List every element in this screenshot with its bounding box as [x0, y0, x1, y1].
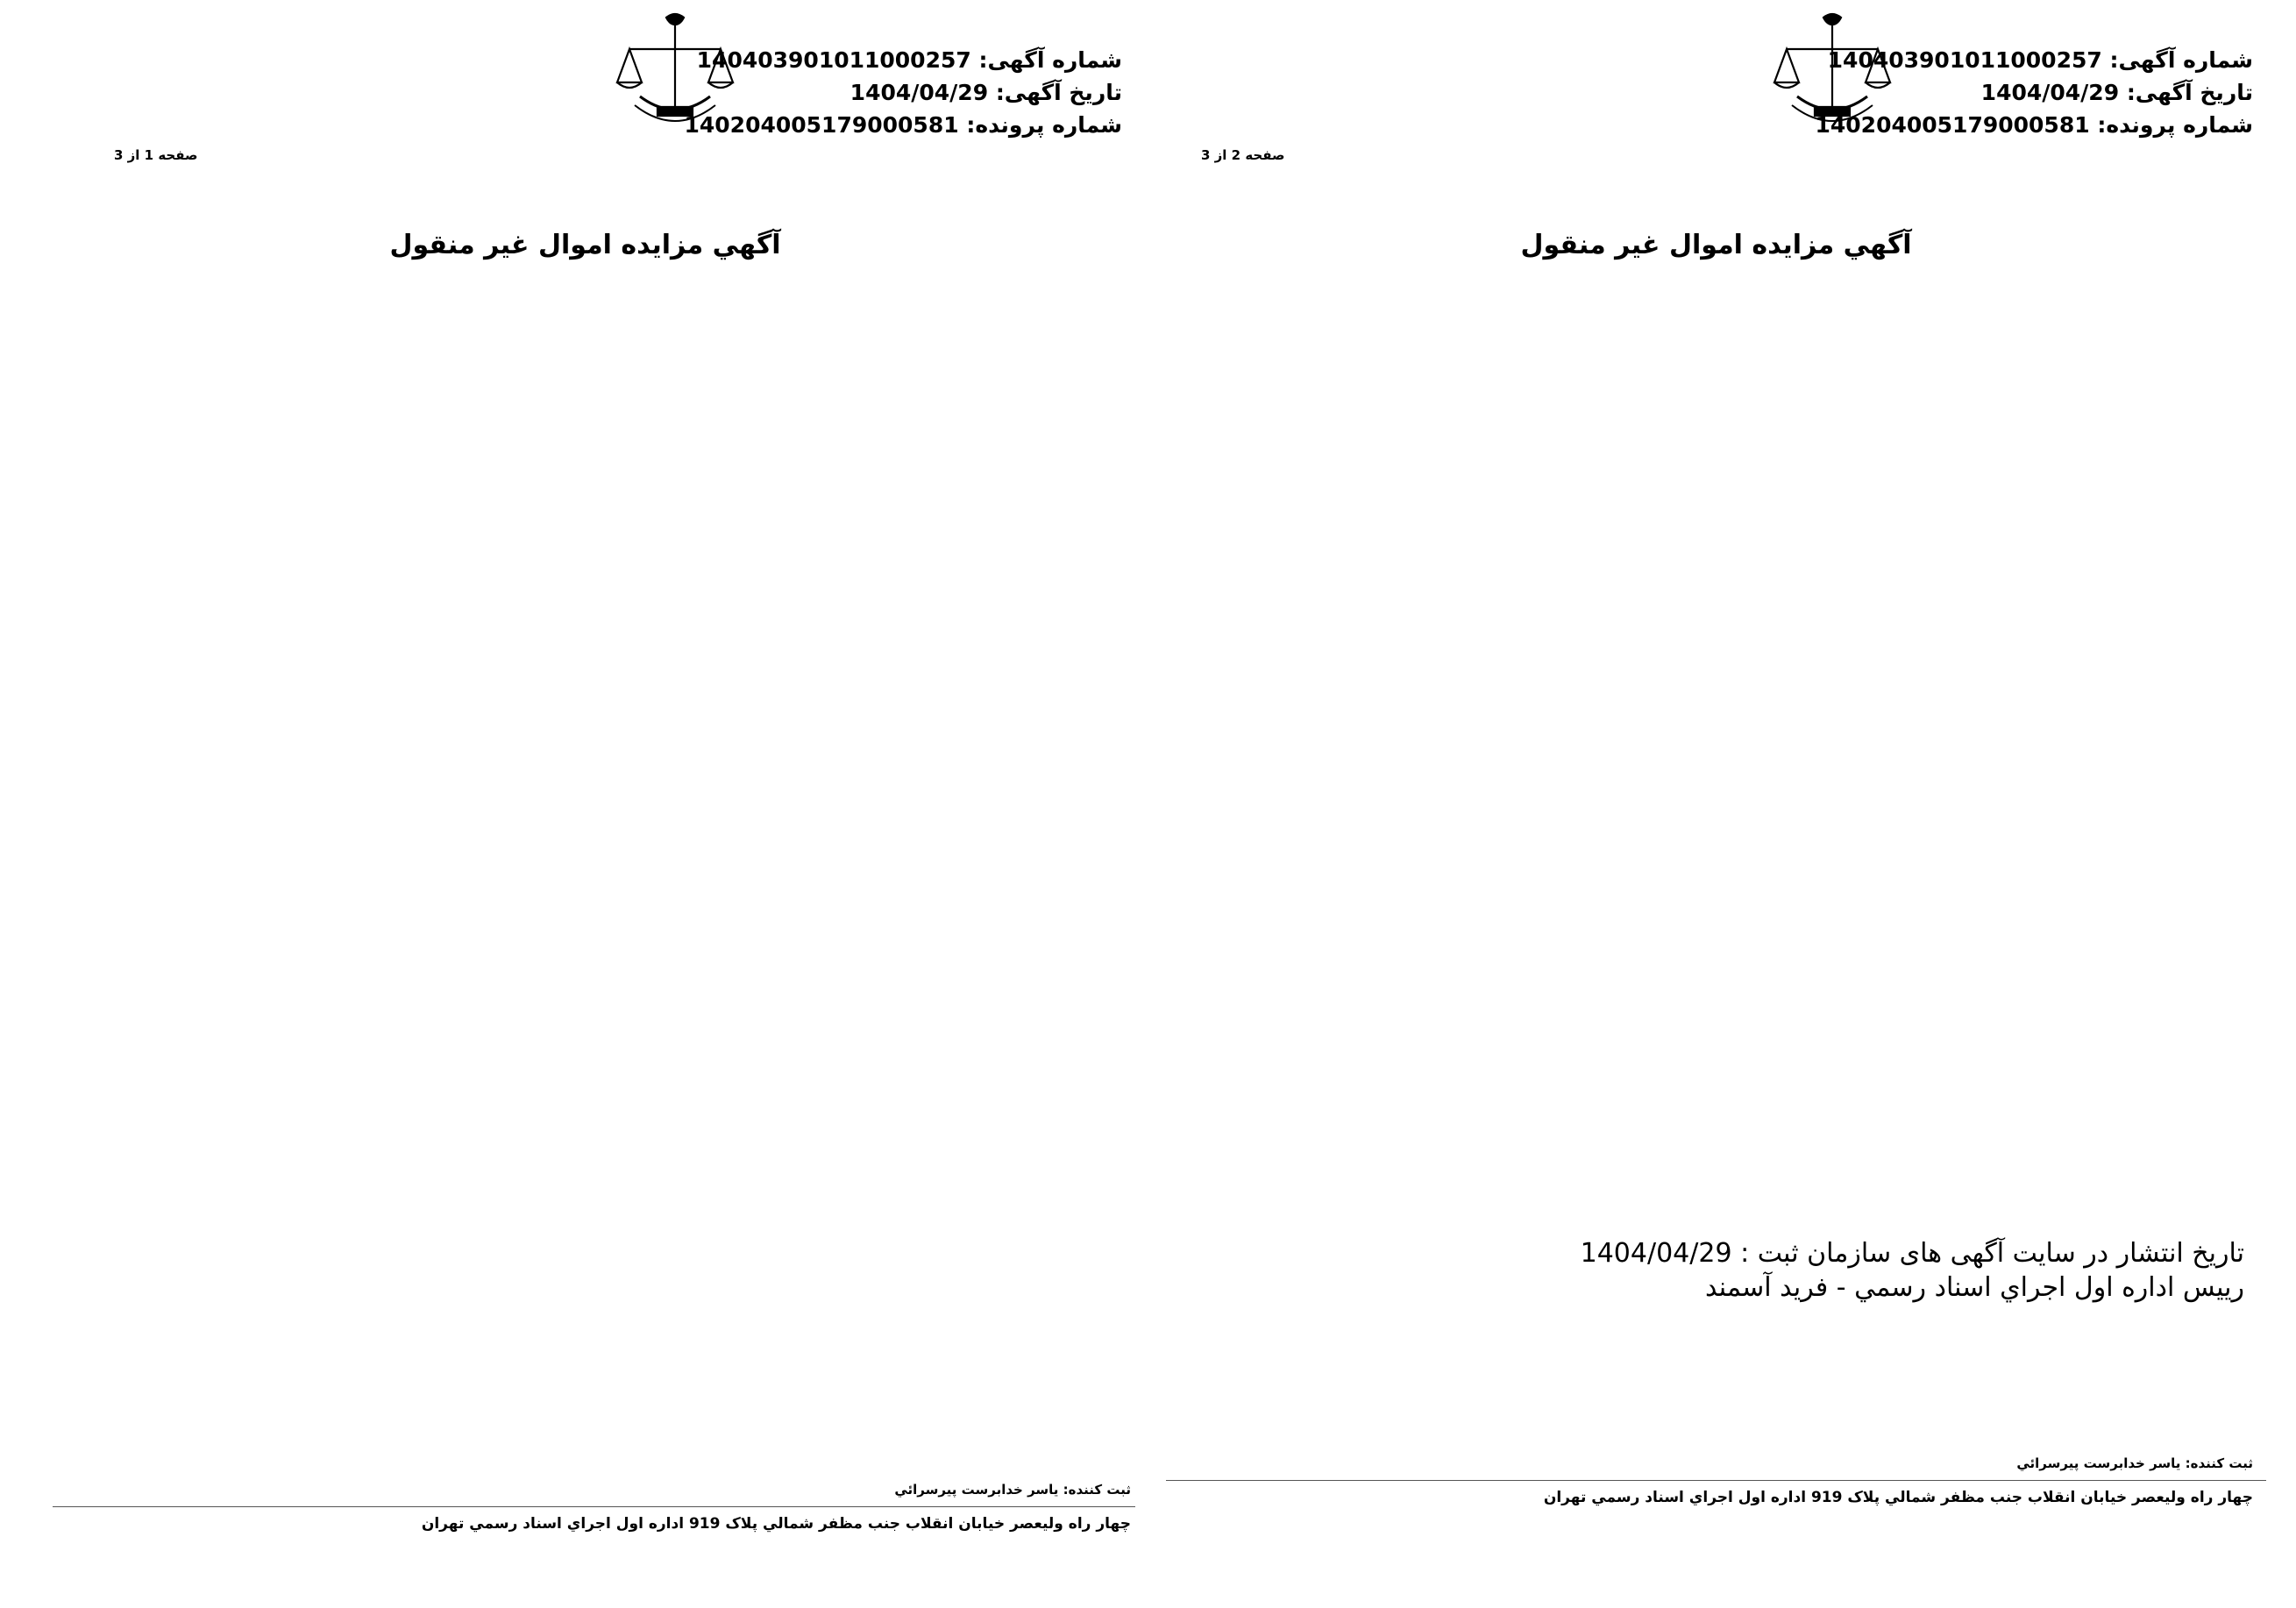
- notice-number-value: 140403901011000257: [696, 47, 971, 73]
- notice-number-label: شماره آگهی:: [2109, 47, 2253, 73]
- registrar-line: ثبت كننده: ياسر خدابرست پيرسرائي: [894, 1482, 1131, 1498]
- file-number-value: 140204005179000581: [1815, 112, 2090, 138]
- notice-body-text: [44, 263, 1127, 1482]
- file-number-label: شماره پرونده:: [2097, 112, 2253, 138]
- registrar-line: ثبت كننده: ياسر خدابرست پيرسرائي: [2016, 1455, 2253, 1471]
- notice-page-2: [1157, 0, 2275, 1608]
- document-title: آگهي مزايده اموال غير منقول: [389, 230, 781, 260]
- footer-address: چهار راه وليعصر خيابان انقلاب جنب مظفر شمالي پلاک 919 اداره اول اجراي اسناد رسمي تهران: [1543, 1489, 2253, 1506]
- notice-page-1: [26, 0, 1144, 1608]
- footer-divider: [53, 1506, 1135, 1507]
- notice-number-row: [1827, 44, 2253, 76]
- document-title: آگهي مزايده اموال غير منقول: [1520, 230, 1912, 260]
- notice-body-text: [1192, 263, 2244, 1236]
- notice-date-label: تاریخ آگهی:: [2126, 80, 2253, 105]
- notice-date-value: 1404/04/29: [1980, 80, 2120, 105]
- file-number-row: [684, 109, 1122, 141]
- page-count: صفحه 2 از 3: [1201, 147, 1285, 163]
- file-number-label: شماره پرونده:: [966, 112, 1122, 138]
- notice-meta: [684, 44, 1122, 141]
- publication-block: [1192, 1236, 2244, 1305]
- notice-number-value: 140403901011000257: [1827, 47, 2102, 73]
- notice-meta: [1815, 44, 2253, 141]
- notice-number-row: [696, 44, 1122, 76]
- publication-date-line: تاریخ انتشار در سایت آگهی های سازمان ثبت : 1404/04/29: [1580, 1238, 2244, 1269]
- footer-address: چهار راه وليعصر خيابان انقلاب جنب مظفر شمالي پلاک 919 اداره اول اجراي اسناد رسمي تهران: [421, 1515, 1131, 1533]
- notice-number-label: شماره آگهی:: [978, 47, 1122, 73]
- notice-date-row: [1885, 76, 2253, 109]
- footer-divider: [1166, 1480, 2266, 1481]
- file-number-value: 140204005179000581: [684, 112, 959, 138]
- file-number-row: [1815, 109, 2253, 141]
- notice-date-label: تاریخ آگهی:: [995, 80, 1122, 105]
- notice-date-row: [754, 76, 1122, 109]
- page-count: صفحه 1 از 3: [114, 147, 198, 163]
- notice-date-value: 1404/04/29: [849, 80, 989, 105]
- signer-line: رييس اداره اول اجراي اسناد رسمي - فريد آسمند: [1705, 1272, 2244, 1303]
